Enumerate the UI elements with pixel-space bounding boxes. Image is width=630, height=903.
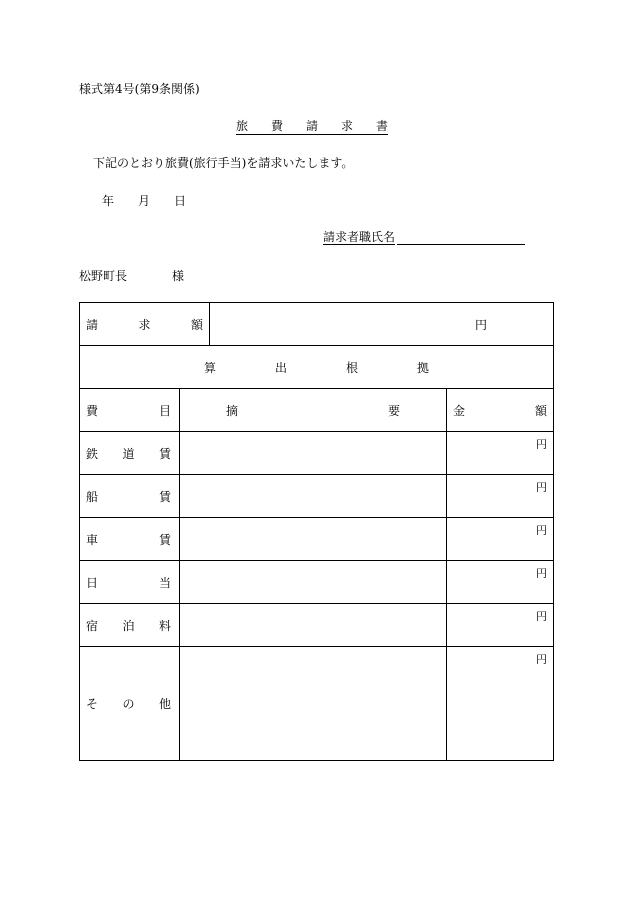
date-year-label: 年 [102, 194, 115, 208]
expense-amount-field[interactable] [447, 604, 554, 647]
expense-row-daily-allowance [80, 561, 554, 604]
label-char: 額 [535, 403, 548, 418]
expense-item-label [80, 432, 180, 475]
expense-amount-field[interactable] [447, 647, 554, 761]
yen-unit: 円 [475, 317, 488, 332]
expense-amount-field[interactable] [447, 475, 554, 518]
yen-unit: 円 [536, 524, 548, 537]
addressee-name: 松野町長 [79, 269, 128, 283]
yen-unit: 円 [536, 653, 548, 666]
basis-header [80, 346, 554, 389]
expense-amount-field[interactable] [447, 561, 554, 604]
label-char: 目 [158, 403, 171, 418]
label-char: 算 [204, 360, 217, 375]
expense-description-field[interactable] [180, 561, 447, 604]
label-char: 金 [453, 403, 466, 418]
label-char: 要 [388, 403, 401, 418]
date-day-label: 日 [174, 194, 187, 208]
label-char: 船 [86, 489, 99, 504]
label-char: 拠 [417, 360, 430, 375]
expense-row-other [80, 647, 554, 761]
expense-item-label [80, 475, 180, 518]
label-char: 根 [346, 360, 359, 375]
expense-item-label [80, 518, 180, 561]
label-char: 賃 [158, 532, 171, 547]
claimant-signature-line [323, 230, 525, 245]
label-char: 賃 [158, 489, 171, 504]
date-line [102, 192, 186, 209]
label-char: の [122, 697, 135, 711]
yen-unit: 円 [536, 610, 548, 623]
label-char: 鉄 [86, 446, 99, 461]
date-month-label: 月 [138, 194, 151, 208]
label-char: 求 [138, 317, 151, 332]
title-char: 費 [270, 119, 283, 133]
intro-text: 下記のとおり旅費(旅行手当)を請求いたします。 [93, 156, 354, 170]
label-char: 他 [158, 697, 171, 711]
label-char: 宿 [86, 618, 99, 633]
yen-unit: 円 [536, 567, 548, 580]
title-char: 旅 [236, 119, 249, 133]
column-header-row [80, 389, 554, 432]
col-header-amount [447, 389, 554, 432]
claimant-label: 請求者職氏名 [323, 230, 396, 244]
expense-row-lodging [80, 604, 554, 647]
expense-description-field[interactable] [180, 604, 447, 647]
yen-unit: 円 [536, 481, 548, 494]
claim-amount-field[interactable] [210, 303, 554, 346]
expense-item-label [80, 647, 180, 761]
expense-row-railway [80, 432, 554, 475]
col-header-description [180, 389, 447, 432]
label-char: 出 [275, 360, 288, 375]
expense-row-ship [80, 475, 554, 518]
label-char: 泊 [122, 618, 135, 633]
label-char: 賃 [158, 446, 171, 461]
expense-description-field[interactable] [180, 518, 447, 561]
title-char: 請 [305, 119, 318, 133]
expense-amount-field[interactable] [447, 518, 554, 561]
expense-row-vehicle [80, 518, 554, 561]
label-char: 費 [86, 403, 99, 418]
label-char: 車 [86, 532, 99, 547]
col-header-item [80, 389, 180, 432]
travel-expense-table [79, 302, 554, 761]
honorific: 様 [172, 269, 185, 283]
basis-header-row [80, 346, 554, 389]
expense-description-field[interactable] [180, 475, 447, 518]
expense-description-field[interactable] [180, 647, 447, 761]
label-char: 摘 [226, 403, 239, 418]
claimant-name-field[interactable] [397, 232, 525, 245]
addressee [79, 267, 184, 284]
label-char: 額 [191, 317, 204, 332]
expense-item-label [80, 561, 180, 604]
title-char: 求 [340, 119, 353, 133]
claim-amount-label [80, 303, 210, 346]
title-char: 書 [375, 119, 388, 133]
expense-description-field[interactable] [180, 432, 447, 475]
label-char: 日 [86, 575, 99, 590]
label-char: 請 [86, 317, 99, 332]
claim-amount-row [80, 303, 554, 346]
label-char: 道 [122, 446, 135, 461]
label-char: 料 [158, 618, 171, 633]
document-title [236, 118, 388, 135]
expense-amount-field[interactable] [447, 432, 554, 475]
label-char: そ [86, 697, 99, 711]
yen-unit: 円 [536, 438, 548, 451]
label-char: 当 [158, 575, 171, 590]
expense-item-label [80, 604, 180, 647]
form-number-label: 様式第4号(第9条関係) [79, 82, 200, 96]
